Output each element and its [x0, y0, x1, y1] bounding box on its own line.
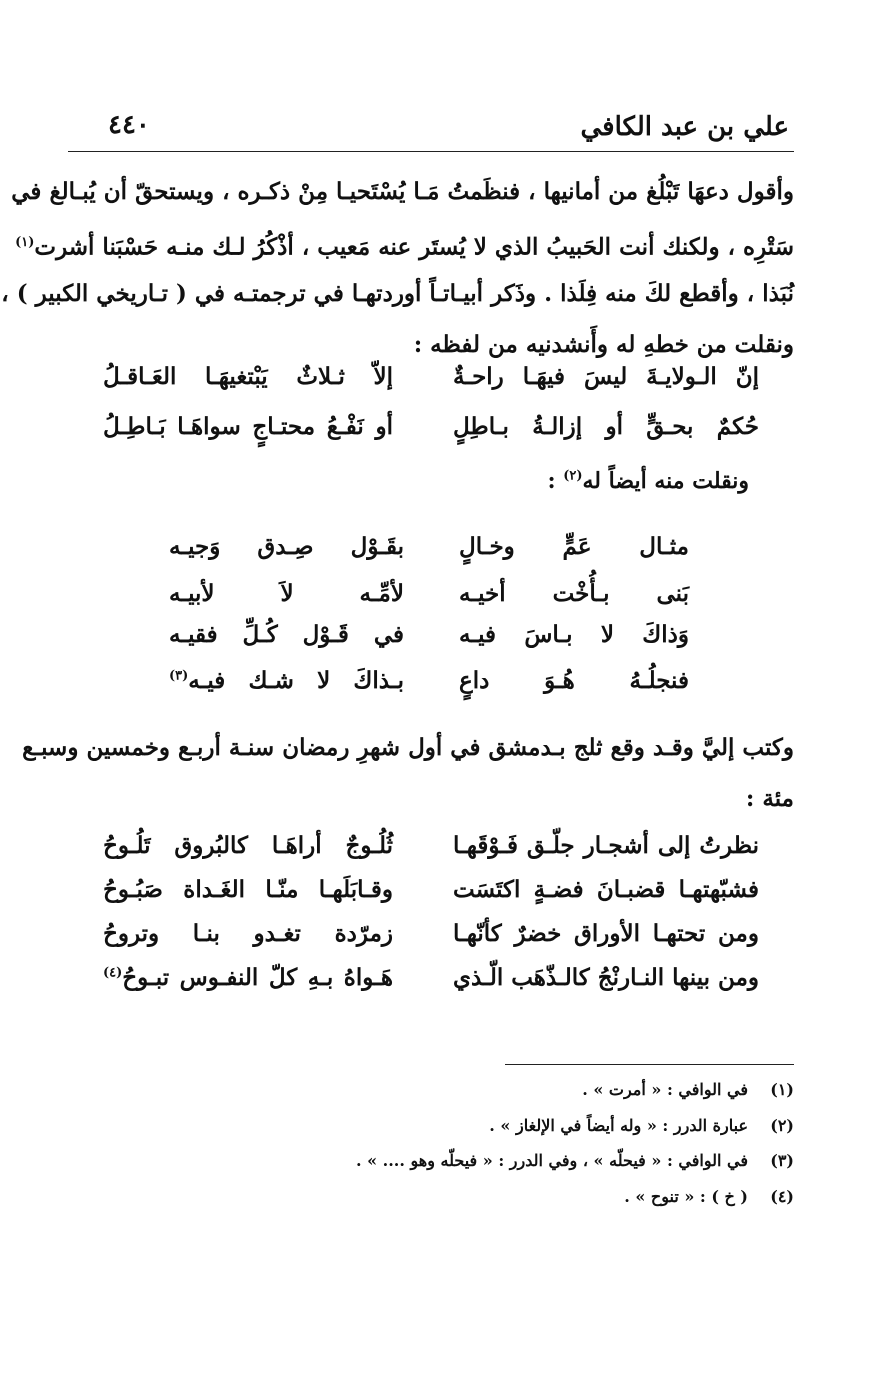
verse-first-hemistich: فشبّهتهـا قضبـانَ فضـةٍ اكتَسَت: [453, 876, 759, 903]
footnote-text: في الوافي : « أمرت » .: [582, 1080, 748, 1099]
prose-line: مئة :: [745, 785, 794, 812]
prose-line-text: سَتْرِه ، ولكنك أنت الحَبيبُ الذي لا يُستَر عنه مَعيب ، أذْكُرُ لـك منـه حَسْبَنا أشرت: [34, 233, 794, 261]
footnote-ref-2: (٢): [563, 468, 583, 484]
prose-line: وأقول دعهَا تَبْلُغ من أمانيها ، فنظَمتُ مَـا يُسْتَحيـا مِنْ ذكـره ، ويستحقّ أن يُبـالغ في: [11, 178, 794, 205]
verse-second-hemistich: [169, 667, 404, 694]
footnote-1: [582, 1080, 794, 1099]
verse-first-hemistich: مثـال عَمٍّ وخـالٍ: [459, 533, 689, 560]
header-divider: [68, 151, 794, 152]
hemistich-text: هَـواهُ بـهِ كلّ النفـوس تبـوحُ: [122, 964, 393, 991]
footnote-number: (٣): [770, 1151, 794, 1170]
verse-first-hemistich: نظرتُ إلى أشجـار جلّـق فَـوْقَهـا: [453, 832, 759, 859]
verse: [169, 580, 689, 607]
prose-line: وكتب إليَّ وقـد وقع ثلج بـدمشق في أول شهرِ رمضان سنـة أربـع وخمسين وسبـع: [22, 734, 794, 761]
verse-second-hemistich: في قَـوْل كُـلِّ فقيـه: [169, 621, 404, 648]
prose-line: [15, 221, 794, 272]
intro-text: ونقلت منه أيضاً له: [582, 468, 749, 494]
verse-second-hemistich: لأمِّـه لاَ لأبيـه: [169, 580, 404, 607]
prose-paragraph-2: [22, 726, 794, 828]
footnote-ref-3: (٣): [169, 668, 189, 684]
verse-first-hemistich: وَذاكَ لا بـاسَ فيـه: [459, 621, 689, 648]
verse: [103, 964, 759, 991]
hemistich-text: بـذاكَ لا شـك فيـه: [188, 667, 404, 694]
running-header-title: علي بن عبد الكافي: [580, 112, 789, 142]
verse-second-hemistich: زمرّدة تغـدو بنـا وتروحُ: [103, 920, 393, 947]
verse-first-hemistich: حُكمٌ بحـقٍّ أو إزالـةُ بـاطِلٍ: [453, 413, 759, 440]
verse: [169, 533, 689, 560]
verse: [103, 363, 759, 390]
prose-line: نُبَذا ، وأقطع لكَ منه فِلَذا . وذَكر أبيـاتـاً أوردتهـا في ترجمتـه في ( تـاريخي الكبير ) ،: [1, 280, 794, 307]
footnote-ref-1: (١): [15, 235, 35, 250]
verse: [103, 876, 759, 903]
footnote-2: [489, 1116, 794, 1135]
verse: [169, 621, 689, 648]
verse-second-hemistich: وقـابَلَهـا منّـا الغَـداة صَبُـوحُ: [103, 876, 393, 903]
footnote-number: (١): [770, 1080, 794, 1099]
verse: [103, 920, 759, 947]
verse-first-hemistich: بَنى بـأُخْت أخيـه: [459, 580, 689, 607]
page-number: ٤٤٠: [108, 110, 150, 140]
footnote-divider: [505, 1064, 794, 1065]
verse-first-hemistich: ومن تحتهـا الأوراق خضرٌ كأنّهـا: [453, 920, 759, 947]
verse: [103, 832, 759, 859]
footnote-ref-4: (٤): [103, 965, 123, 981]
footnote-number: (٢): [770, 1116, 794, 1135]
verse-first-hemistich: فنجلُـهُ هُـوَ داعٍ: [459, 667, 689, 694]
intro-colon: :: [547, 468, 564, 494]
verse-second-hemistich: أو نَفْـعُ محتـاجٍ سواهَـا بَـاطِـلُ: [103, 413, 393, 440]
verse-second-hemistich: إلاّ ثـلاثٌ يَبْتغيهَـا العَـاقـلُ: [103, 363, 393, 390]
footnote-text: ( خ ) : « تنوح » .: [624, 1187, 748, 1206]
footnote-text: في الوافي : « فيحلّه » ، وفي الدرر : « فيحلّه وهو .... » .: [355, 1151, 748, 1170]
verse: [169, 667, 689, 694]
verse-second-hemistich: [103, 964, 393, 991]
verse-first-hemistich: إنّ الـولايـةَ ليسَ فيهَـا راحـةٌ: [453, 363, 759, 390]
verse: [103, 413, 759, 440]
poem-2-intro: [547, 468, 749, 494]
verse-second-hemistich: بقَـوْل صِـدق وَجيـه: [169, 533, 404, 560]
prose-line: ونقلت من خطهِ له وأَنشدنيه من لفظه :: [413, 331, 794, 358]
prose-paragraph-1: [1, 170, 794, 374]
footnote-number: (٤): [770, 1187, 794, 1206]
footnote-3: [356, 1151, 794, 1170]
footnote-text: عبارة الدرر : « وله أيضاً في الإلغاز » .: [489, 1116, 748, 1135]
verse-second-hemistich: ثُلُـوجٌ أراهَـا كالبُروق تَلُـوحُ: [103, 832, 393, 859]
footnote-4: [624, 1187, 794, 1206]
verse-first-hemistich: ومن بينها النـارنْجُ كالـذّهَب الّـذي: [453, 964, 759, 991]
